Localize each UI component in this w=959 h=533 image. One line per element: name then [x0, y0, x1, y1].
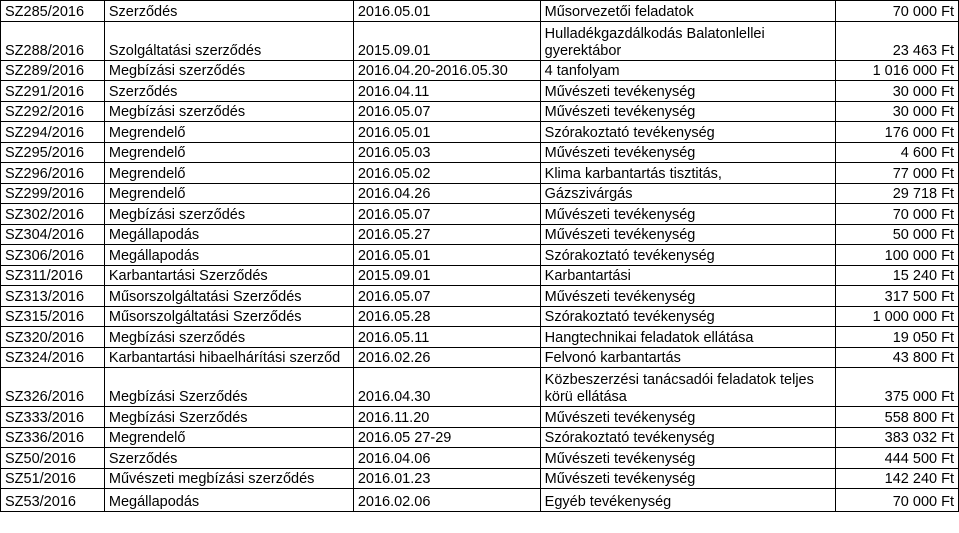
- table-row: [1, 489, 959, 512]
- contract-date-cell: 2016.05.28: [353, 306, 540, 327]
- contract-date-cell: 2016.04.06: [353, 448, 540, 469]
- contract-id-cell: SZ313/2016: [1, 286, 105, 307]
- contract-amount-cell: 100 000 Ft: [836, 245, 959, 266]
- contract-amount-cell: 1 000 000 Ft: [836, 306, 959, 327]
- contract-description-cell: Művészeti tevékenység: [540, 142, 836, 163]
- table-row: [1, 122, 959, 143]
- contract-type-cell: Megrendelő: [104, 142, 353, 163]
- contract-type-cell: Megállapodás: [104, 489, 353, 512]
- contract-amount-cell: 176 000 Ft: [836, 122, 959, 143]
- contract-date-cell: 2016.05.11: [353, 327, 540, 348]
- contract-date-cell: 2016.11.20: [353, 407, 540, 428]
- contract-type-cell: Megállapodás: [104, 245, 353, 266]
- contract-type-cell: Karbantartási hibaelhárítási szerződ: [104, 347, 353, 368]
- contract-type-cell: Szerződés: [104, 81, 353, 102]
- contract-description-cell: Szórakoztató tevékenység: [540, 427, 836, 448]
- contract-amount-cell: 317 500 Ft: [836, 286, 959, 307]
- contract-id-cell: SZ53/2016: [1, 489, 105, 512]
- table-row: [1, 183, 959, 204]
- contract-description-cell: Hulladékgazdálkodás Balatonlellei gyerektábor: [540, 21, 836, 60]
- table-row: [1, 306, 959, 327]
- contract-amount-cell: 23 463 Ft: [836, 21, 959, 60]
- contract-type-cell: Szerződés: [104, 1, 353, 22]
- contract-amount-cell: 70 000 Ft: [836, 489, 959, 512]
- table-row: [1, 427, 959, 448]
- contract-amount-cell: 29 718 Ft: [836, 183, 959, 204]
- contract-description-cell: Műsorvezetői feladatok: [540, 1, 836, 22]
- contract-type-cell: Megbízási szerződés: [104, 327, 353, 348]
- contract-type-cell: Megrendelő: [104, 122, 353, 143]
- contract-type-cell: Megbízási Szerződés: [104, 368, 353, 407]
- contract-type-cell: Műsorszolgáltatási Szerződés: [104, 306, 353, 327]
- contract-id-cell: SZ294/2016: [1, 122, 105, 143]
- contract-date-cell: 2016.04.30: [353, 368, 540, 407]
- contract-date-cell: 2015.09.01: [353, 265, 540, 286]
- contract-id-cell: SZ336/2016: [1, 427, 105, 448]
- table-row: [1, 265, 959, 286]
- contract-description-cell: Gázszivárgás: [540, 183, 836, 204]
- contract-description-cell: Művészeti tevékenység: [540, 224, 836, 245]
- contract-amount-cell: 50 000 Ft: [836, 224, 959, 245]
- contract-type-cell: Megrendelő: [104, 427, 353, 448]
- table-row: [1, 448, 959, 469]
- contract-description-cell: Szórakoztató tevékenység: [540, 306, 836, 327]
- contract-id-cell: SZ333/2016: [1, 407, 105, 428]
- table-row: [1, 468, 959, 489]
- contract-description-cell: 4 tanfolyam: [540, 60, 836, 81]
- contract-date-cell: 2016.05.01: [353, 122, 540, 143]
- contract-description-cell: Művészeti tevékenység: [540, 448, 836, 469]
- contract-date-cell: 2016.04.20-2016.05.30: [353, 60, 540, 81]
- table-row: [1, 142, 959, 163]
- contract-type-cell: Szolgáltatási szerződés: [104, 21, 353, 60]
- contract-description-cell: Karbantartási: [540, 265, 836, 286]
- contract-date-cell: 2016.05.07: [353, 101, 540, 122]
- table-row: [1, 163, 959, 184]
- contract-amount-cell: 15 240 Ft: [836, 265, 959, 286]
- contract-id-cell: SZ306/2016: [1, 245, 105, 266]
- table-row: [1, 286, 959, 307]
- contract-date-cell: 2016.02.26: [353, 347, 540, 368]
- table-row: [1, 224, 959, 245]
- table-row: [1, 101, 959, 122]
- contract-date-cell: 2016.02.06: [353, 489, 540, 512]
- table-row: [1, 21, 959, 60]
- table-row: [1, 81, 959, 102]
- contract-date-cell: 2016.05.01: [353, 1, 540, 22]
- contract-description-cell: Művészeti tevékenység: [540, 81, 836, 102]
- contract-type-cell: Megállapodás: [104, 224, 353, 245]
- contract-amount-cell: 70 000 Ft: [836, 204, 959, 225]
- contract-amount-cell: 444 500 Ft: [836, 448, 959, 469]
- contract-date-cell: 2016.01.23: [353, 468, 540, 489]
- contract-description-cell: Művészeti tevékenység: [540, 407, 836, 428]
- contract-description-cell: Közbeszerzési tanácsadói feladatok teljes körü ellátása: [540, 368, 836, 407]
- table-row: [1, 60, 959, 81]
- contract-amount-cell: 4 600 Ft: [836, 142, 959, 163]
- contract-type-cell: Megbízási szerződés: [104, 101, 353, 122]
- contract-id-cell: SZ296/2016: [1, 163, 105, 184]
- contract-id-cell: SZ299/2016: [1, 183, 105, 204]
- contract-id-cell: SZ295/2016: [1, 142, 105, 163]
- contract-date-cell: 2016.05.07: [353, 204, 540, 225]
- contract-type-cell: Művészeti megbízási szerződés: [104, 468, 353, 489]
- contract-date-cell: 2016.05.27: [353, 224, 540, 245]
- contract-date-cell: 2016.05.03: [353, 142, 540, 163]
- contract-amount-cell: 375 000 Ft: [836, 368, 959, 407]
- contract-date-cell: 2016.05.02: [353, 163, 540, 184]
- table-row: [1, 245, 959, 266]
- contract-id-cell: SZ292/2016: [1, 101, 105, 122]
- table-row: [1, 204, 959, 225]
- contract-id-cell: SZ50/2016: [1, 448, 105, 469]
- contract-description-cell: Művészeti tevékenység: [540, 468, 836, 489]
- contract-description-cell: Hangtechnikai feladatok ellátása: [540, 327, 836, 348]
- table-row: [1, 347, 959, 368]
- contract-amount-cell: 19 050 Ft: [836, 327, 959, 348]
- contract-id-cell: SZ302/2016: [1, 204, 105, 225]
- contract-amount-cell: 1 016 000 Ft: [836, 60, 959, 81]
- contract-description-cell: Művészeti tevékenység: [540, 101, 836, 122]
- contract-type-cell: Karbantartási Szerződés: [104, 265, 353, 286]
- contract-description-cell: Egyéb tevékenység: [540, 489, 836, 512]
- contract-amount-cell: 77 000 Ft: [836, 163, 959, 184]
- contract-date-cell: 2016.04.26: [353, 183, 540, 204]
- contract-type-cell: Megrendelő: [104, 163, 353, 184]
- contract-amount-cell: 43 800 Ft: [836, 347, 959, 368]
- contract-id-cell: SZ51/2016: [1, 468, 105, 489]
- table-row: [1, 407, 959, 428]
- contract-description-cell: Művészeti tevékenység: [540, 204, 836, 225]
- contract-date-cell: 2016.04.11: [353, 81, 540, 102]
- contract-id-cell: SZ320/2016: [1, 327, 105, 348]
- contract-amount-cell: 383 032 Ft: [836, 427, 959, 448]
- contract-id-cell: SZ311/2016: [1, 265, 105, 286]
- table-row: [1, 327, 959, 348]
- contract-date-cell: 2016.05.07: [353, 286, 540, 307]
- contract-amount-cell: 558 800 Ft: [836, 407, 959, 428]
- contract-id-cell: SZ291/2016: [1, 81, 105, 102]
- contract-description-cell: Klima karbantartás tisztitás,: [540, 163, 836, 184]
- contracts-table-body: [1, 1, 959, 512]
- contract-description-cell: Szórakoztató tevékenység: [540, 245, 836, 266]
- table-row: [1, 368, 959, 407]
- contract-id-cell: SZ304/2016: [1, 224, 105, 245]
- contract-type-cell: Műsorszolgáltatási Szerződés: [104, 286, 353, 307]
- contract-id-cell: SZ326/2016: [1, 368, 105, 407]
- contract-date-cell: 2016.05.01: [353, 245, 540, 266]
- table-row: [1, 1, 959, 22]
- contract-type-cell: Megrendelő: [104, 183, 353, 204]
- contract-description-cell: Felvonó karbantartás: [540, 347, 836, 368]
- contract-id-cell: SZ288/2016: [1, 21, 105, 60]
- contract-id-cell: SZ289/2016: [1, 60, 105, 81]
- contract-amount-cell: 142 240 Ft: [836, 468, 959, 489]
- contract-type-cell: Szerződés: [104, 448, 353, 469]
- contract-id-cell: SZ285/2016: [1, 1, 105, 22]
- contract-description-cell: Művészeti tevékenység: [540, 286, 836, 307]
- contract-id-cell: SZ324/2016: [1, 347, 105, 368]
- contract-type-cell: Megbízási Szerződés: [104, 407, 353, 428]
- contract-date-cell: 2016.05 27-29: [353, 427, 540, 448]
- contract-amount-cell: 30 000 Ft: [836, 101, 959, 122]
- contract-id-cell: SZ315/2016: [1, 306, 105, 327]
- contract-amount-cell: 70 000 Ft: [836, 1, 959, 22]
- contract-date-cell: 2015.09.01: [353, 21, 540, 60]
- contract-type-cell: Megbízási szerződés: [104, 204, 353, 225]
- contract-description-cell: Szórakoztató tevékenység: [540, 122, 836, 143]
- contract-amount-cell: 30 000 Ft: [836, 81, 959, 102]
- contract-type-cell: Megbízási szerződés: [104, 60, 353, 81]
